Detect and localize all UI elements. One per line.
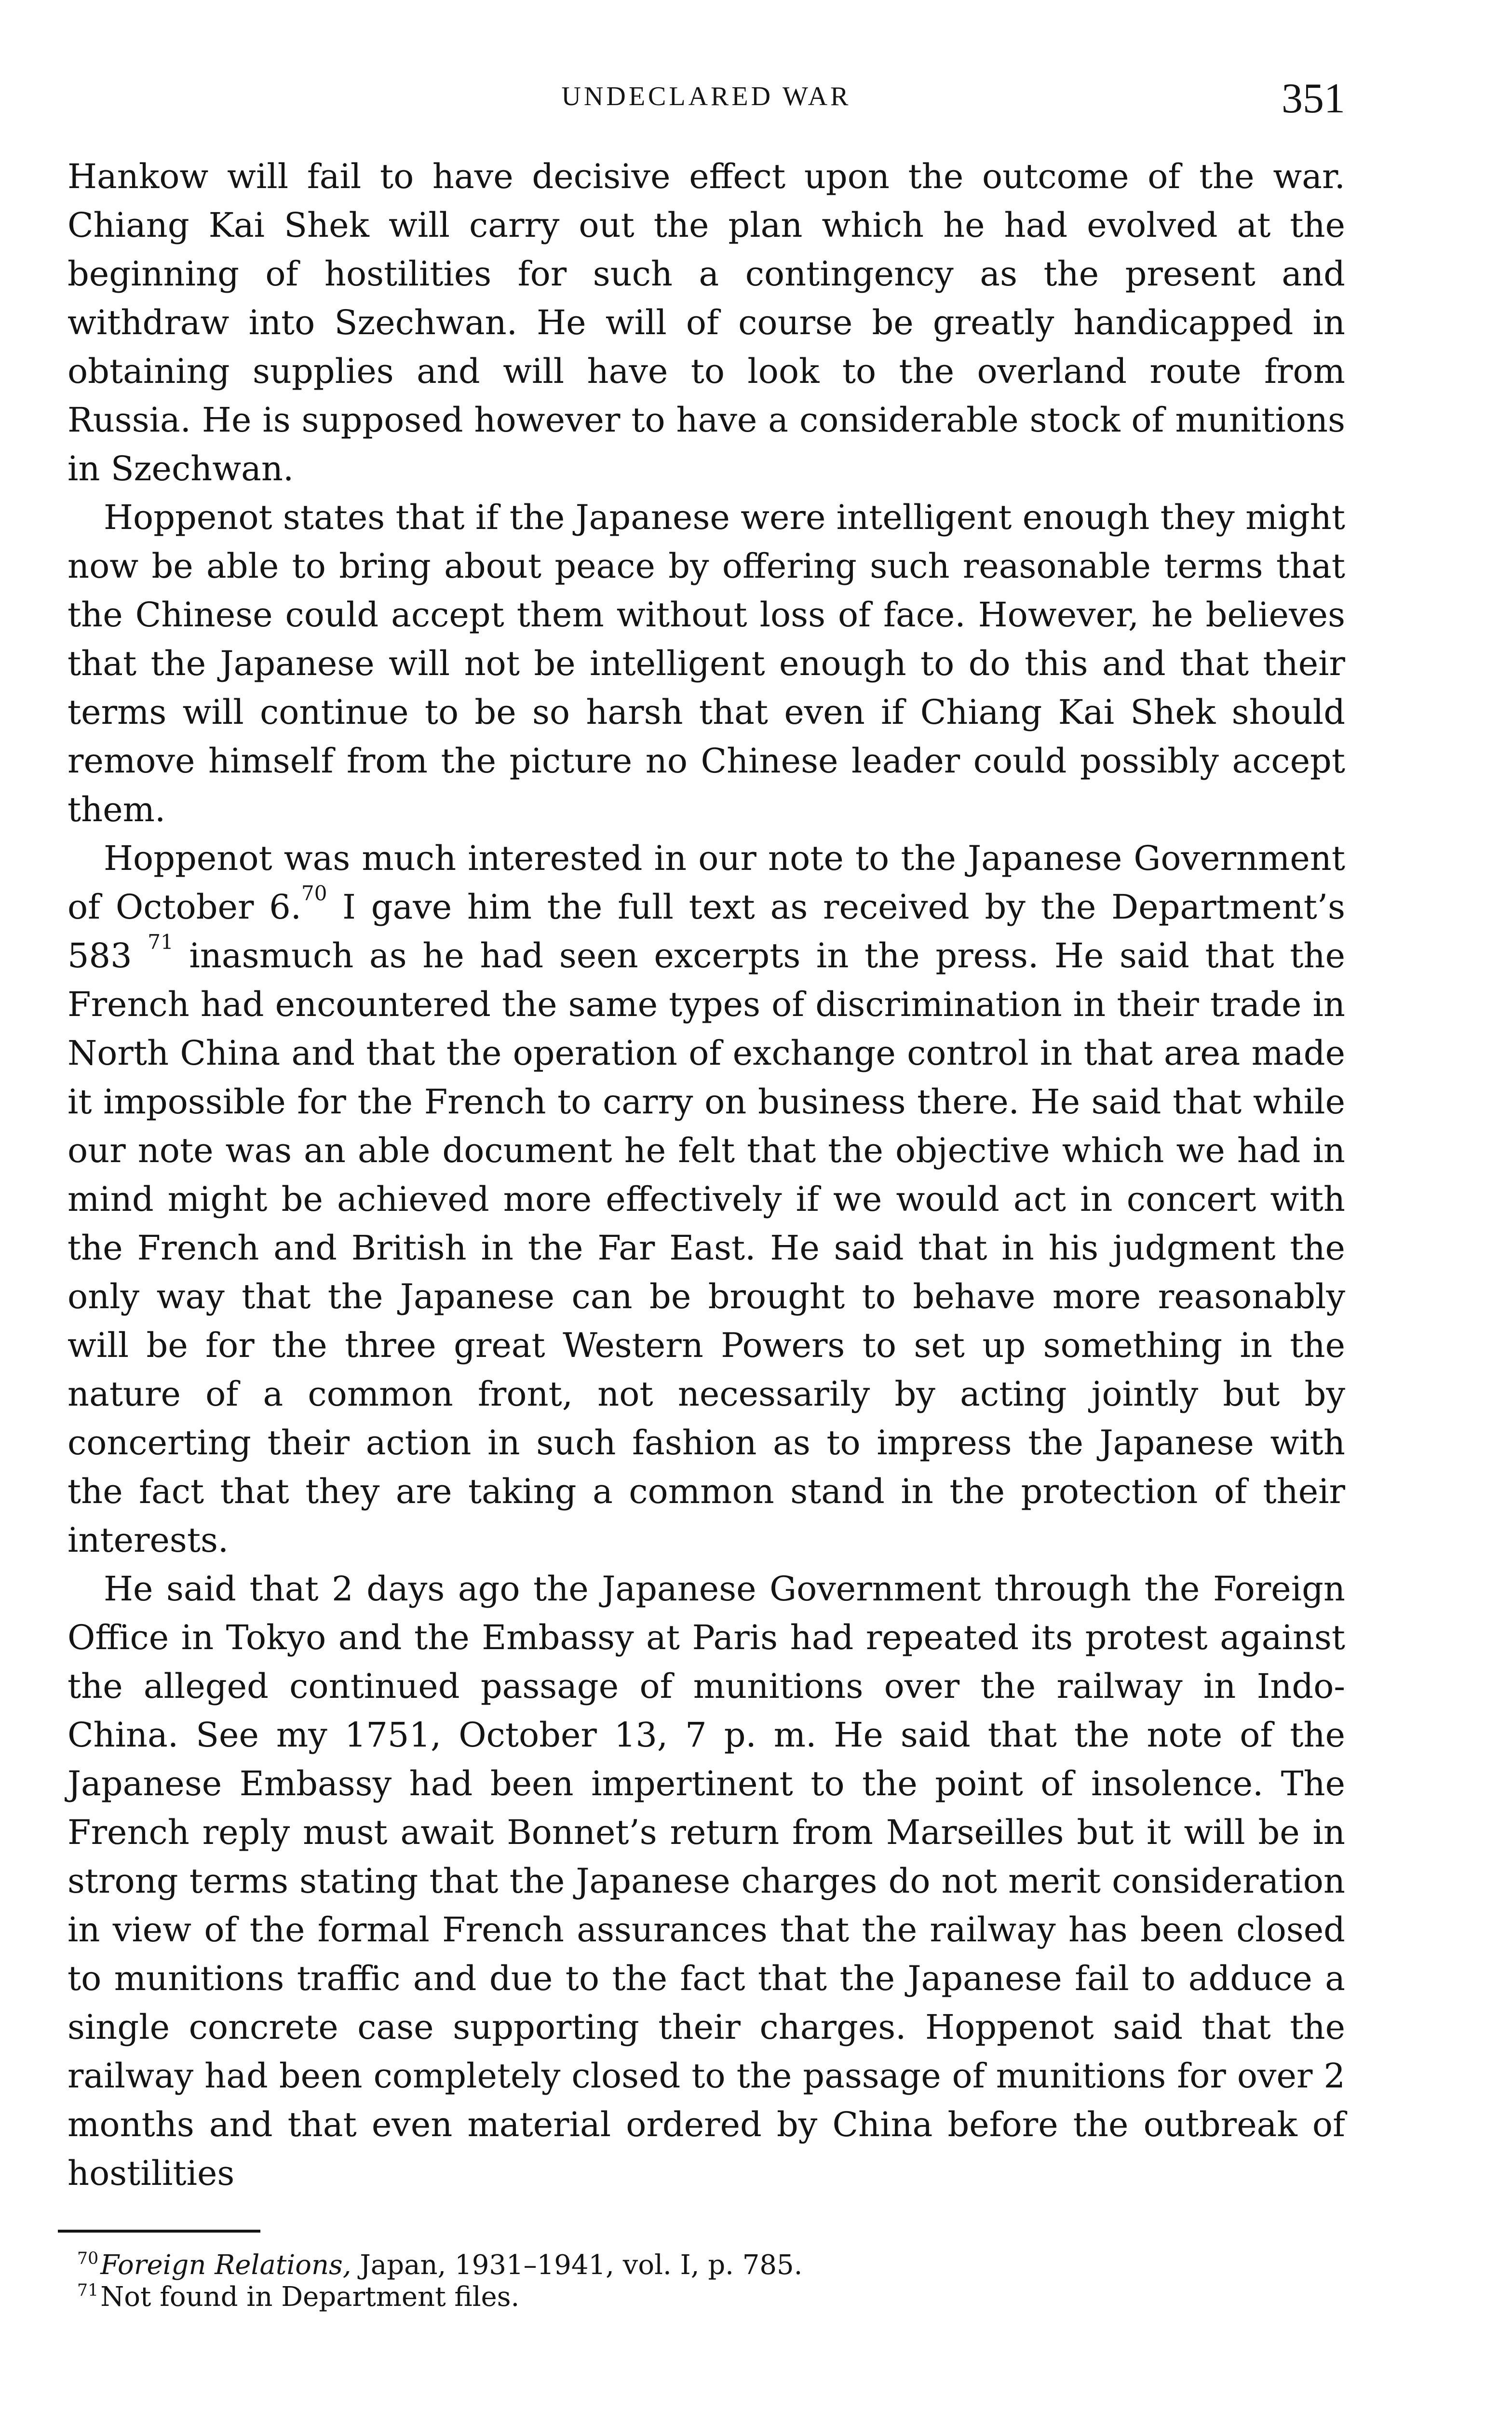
paragraph-4: He said that 2 days ago the Japanese Government through the Foreign Office in Tokyo and the Embassy at Paris had repeated its protest against the alleged continued passage of munitions over the railway in Indo-China. See my 1751, October 13, 7 p. m. He said that the note of the Japanese Embassy had been impertinent to the point of insolence. The French reply must await Bonnet’s return from Marseilles but it will be in strong terms stating that the Japanese charges do not merit consideration in view of the formal French assurances that the railway has been closed to munitions traffic and due to the fact that the Japanese fail to adduce a single concrete case supporting their charges. Hoppenot said that the railway had been completely closed to the passage of munitions for over 2 months and that even material ordered by China before the outbreak of hostilities — [68, 1569, 1345, 2193]
footnote-mark: 70 — [77, 2249, 99, 2269]
footnote-70 — [77, 2249, 1331, 2281]
page-number: 351 — [1282, 75, 1345, 122]
footnote-text: Japan, 1931–1941, vol. I, p. 785. — [351, 2249, 803, 2281]
footnote-divider — [58, 2230, 260, 2233]
running-head — [68, 77, 1345, 125]
paragraph-3 — [68, 834, 1345, 1565]
footnotes — [77, 2249, 1331, 2313]
footnote-ref-71: 71 — [148, 930, 174, 954]
paragraph-2: Hoppenot states that if the Japanese were intelligent enough they might now be able to bring about peace by offering such reasonable terms that the Chinese could accept them without loss of face. However, he believes that the Japanese will not be intelligent enough to do this and that their terms will continue to be so harsh that even if Chiang Kai Shek should remove himself from the picture no Chinese leader could possibly accept them. — [68, 498, 1345, 829]
footnote-71 — [77, 2281, 1331, 2313]
paragraph-3-text-b: I gave him the full text as received by the Department’s 583 — [68, 887, 1345, 975]
paragraph-3-text-c: inasmuch as he had seen excerpts in the press. He said that the French had encountered the same types of discrimination in their trade in North China and that the operation of exchange control in that area made it impossible for the French to carry on business there. He said that while our note was an able document he felt that the objective which we had in mind might be achieved more effectively if we would act in concert with the French and British in the Far East. He said that in his judgment the only way that the Japanese can be brought to behave more reasonably will be for the three great Western Powers to set up something in the nature of a common front, not necessarily by acting jointly but by concerting their action in such fashion as to impress the Japanese with the fact that they are taking a common stand in the protection of their interests. — [68, 936, 1345, 1560]
paragraph-3-text-a: Hoppenot was much interested in our note to the Japanese Government of October 6. — [68, 839, 1345, 927]
body-text — [68, 152, 1345, 2198]
footnote-title: Foreign Relations, — [100, 2249, 351, 2281]
footnote-text: Not found in Department files. — [100, 2281, 520, 2313]
paragraph-1: Hankow will fail to have decisive effect upon the outcome of the war. Chiang Kai Shek will carry out the plan which he had evolved at the beginning of hostilities for such a contingency as the present and withdraw into Szechwan. He will of course be greatly handicapped in obtaining supplies and will have to look to the overland route from Russia. He is supposed however to have a considerable stock of munitions in Szechwan. — [68, 157, 1345, 488]
footnote-mark: 71 — [77, 2281, 99, 2301]
footnote-ref-70: 70 — [301, 881, 327, 906]
running-title: UNDECLARED WAR — [561, 81, 851, 111]
